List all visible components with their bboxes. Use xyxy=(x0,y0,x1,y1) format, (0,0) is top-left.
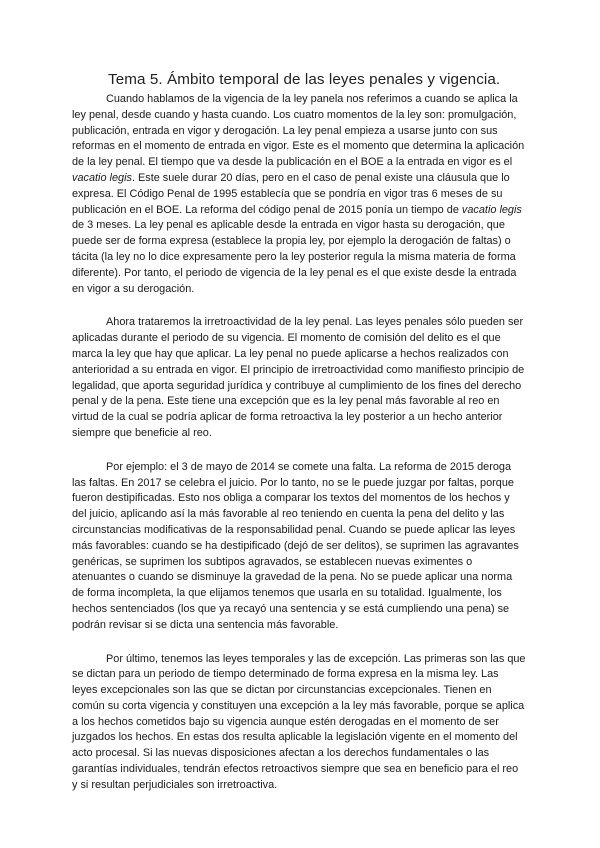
document-title: Tema 5. Ámbito temporal de las leyes penales y vigencia. xyxy=(108,71,501,88)
paragraph-vigencia xyxy=(72,92,526,297)
term-vacatio-legis: vacatio legis xyxy=(461,203,522,216)
paragraph-ejemplo: Por ejemplo: el 3 de mayo de 2014 se comete una falta. La reforma de 2015 deroga las faltas. En 2017 se celebra el juicio. Por lo tanto, no se le puede juzgar por faltas, porque fueron destipificadas. Esto nos obliga a comparar los textos del momentos de los hechos y del juicio, aplicando así la más favorable al reo teniendo en cuenta la pena del delito y las circunstancias modificativas de la responsabilidad penal. Cuando se puede aplicar las leyes más favorables: cuando se ha destipificado (dejó de ser delitos), se suprimen las agravantes genéricas, se suprimen los subtipos agravados, se establecen nuevas eximentes o atenuantes o cuando se disminuye la gravedad de la pena. No se puede aplicar una norma de forma incompleta, la que elijamos tenemos que usarla en su totalidad. Igualmente, los hechos sentenciados (los que ya recayó una sentencia y se está cumpliendo una pena) se podrán revisar si se dicta una sentencia más favorable. xyxy=(72,460,519,631)
paragraph-leyes-temporales: Por último, tenemos las leyes temporales y las de excepción. Las primeras son las que se dictan para un periodo de tiempo determinado de forma expresa en la misma ley. Las leyes excepcionales son las que se dictan por circunstancias excepcionales. Tienen en común su corta vigencia y constituyen una excepción a la ley más favorable, porque se aplica a los hechos cometidos bajo su vigencia aunque estén derogadas en el momento de ser juzgados los hechos. En estas dos resulta aplicable la legislación vigente en el momento del acto procesal. Si las nuevas disposiciones afectan a los derechos fundamentales o las garantías individuales, tendrán efectos retroactivos siempre que sea en beneficio para el reo y si resultan perjudiciales son irretroactiva. xyxy=(72,652,526,791)
paragraph-text-segment: Cuando hablamos de la vigencia de la ley panela nos referimos a cuando se aplica la ley penal, desde cuando y hasta cuando. Los cuatro momentos de la ley son: promulgación, publicación, entrada en vigor y derogación. La ley penal empieza a usarse junto con sus reformas en el momento de entrada en vigor. Este es el momento que determina la aplicación de la ley penal. El tiempo que va desde la publicación en el BOE a la entrada en vigor es el xyxy=(72,93,525,169)
paragraph-text-segment: de 3 meses. La ley penal es aplicable desde la entrada en vigor hasta su derogación, que puede ser de forma expresa (establece la propia ley, por ejemplo la derogación de faltas) o tácita (la ley no lo dice expresamente pero la ley posterior regula la misma materia de forma diferente). Por tanto, el periodo de vigencia de la ley penal es el que existe desde la entrada en vigor a su derogación. xyxy=(72,219,517,295)
paragraph-irretroactividad: Ahora trataremos la irretroactividad de la ley penal. Las leyes penales sólo pueden ser aplicadas durante el periodo de su vigencia. El momento de comisión del delito es el que marca la ley que hay que aplicar. La ley penal no puede aplicarse a hechos realizados con anterioridad a su entrada en vigor. El principio de irretroactividad como manifiesto principio de legalidad, que aporta seguridad jurídica y contribuye al cumplimiento de los fines del derecho penal y de la pena. Este tiene una excepción que es la ley penal más favorable al reo en virtud de la cual se podría aplicar de forma retroactiva la ley posterior a un hecho anterior siempre que beneficie al reo. xyxy=(72,316,525,439)
term-vacatio-legis: vacatio legis xyxy=(72,171,132,184)
paragraph-text-segment: . Este suele durar 20 días, pero en el caso de penal existe una cláusula que lo expresa. El Código Penal de 1995 establecía que se pondría en vigor tras 6 meses de su publicación en el BOE. La reforma del código penal de 2015 ponía un tiempo de xyxy=(72,171,510,216)
